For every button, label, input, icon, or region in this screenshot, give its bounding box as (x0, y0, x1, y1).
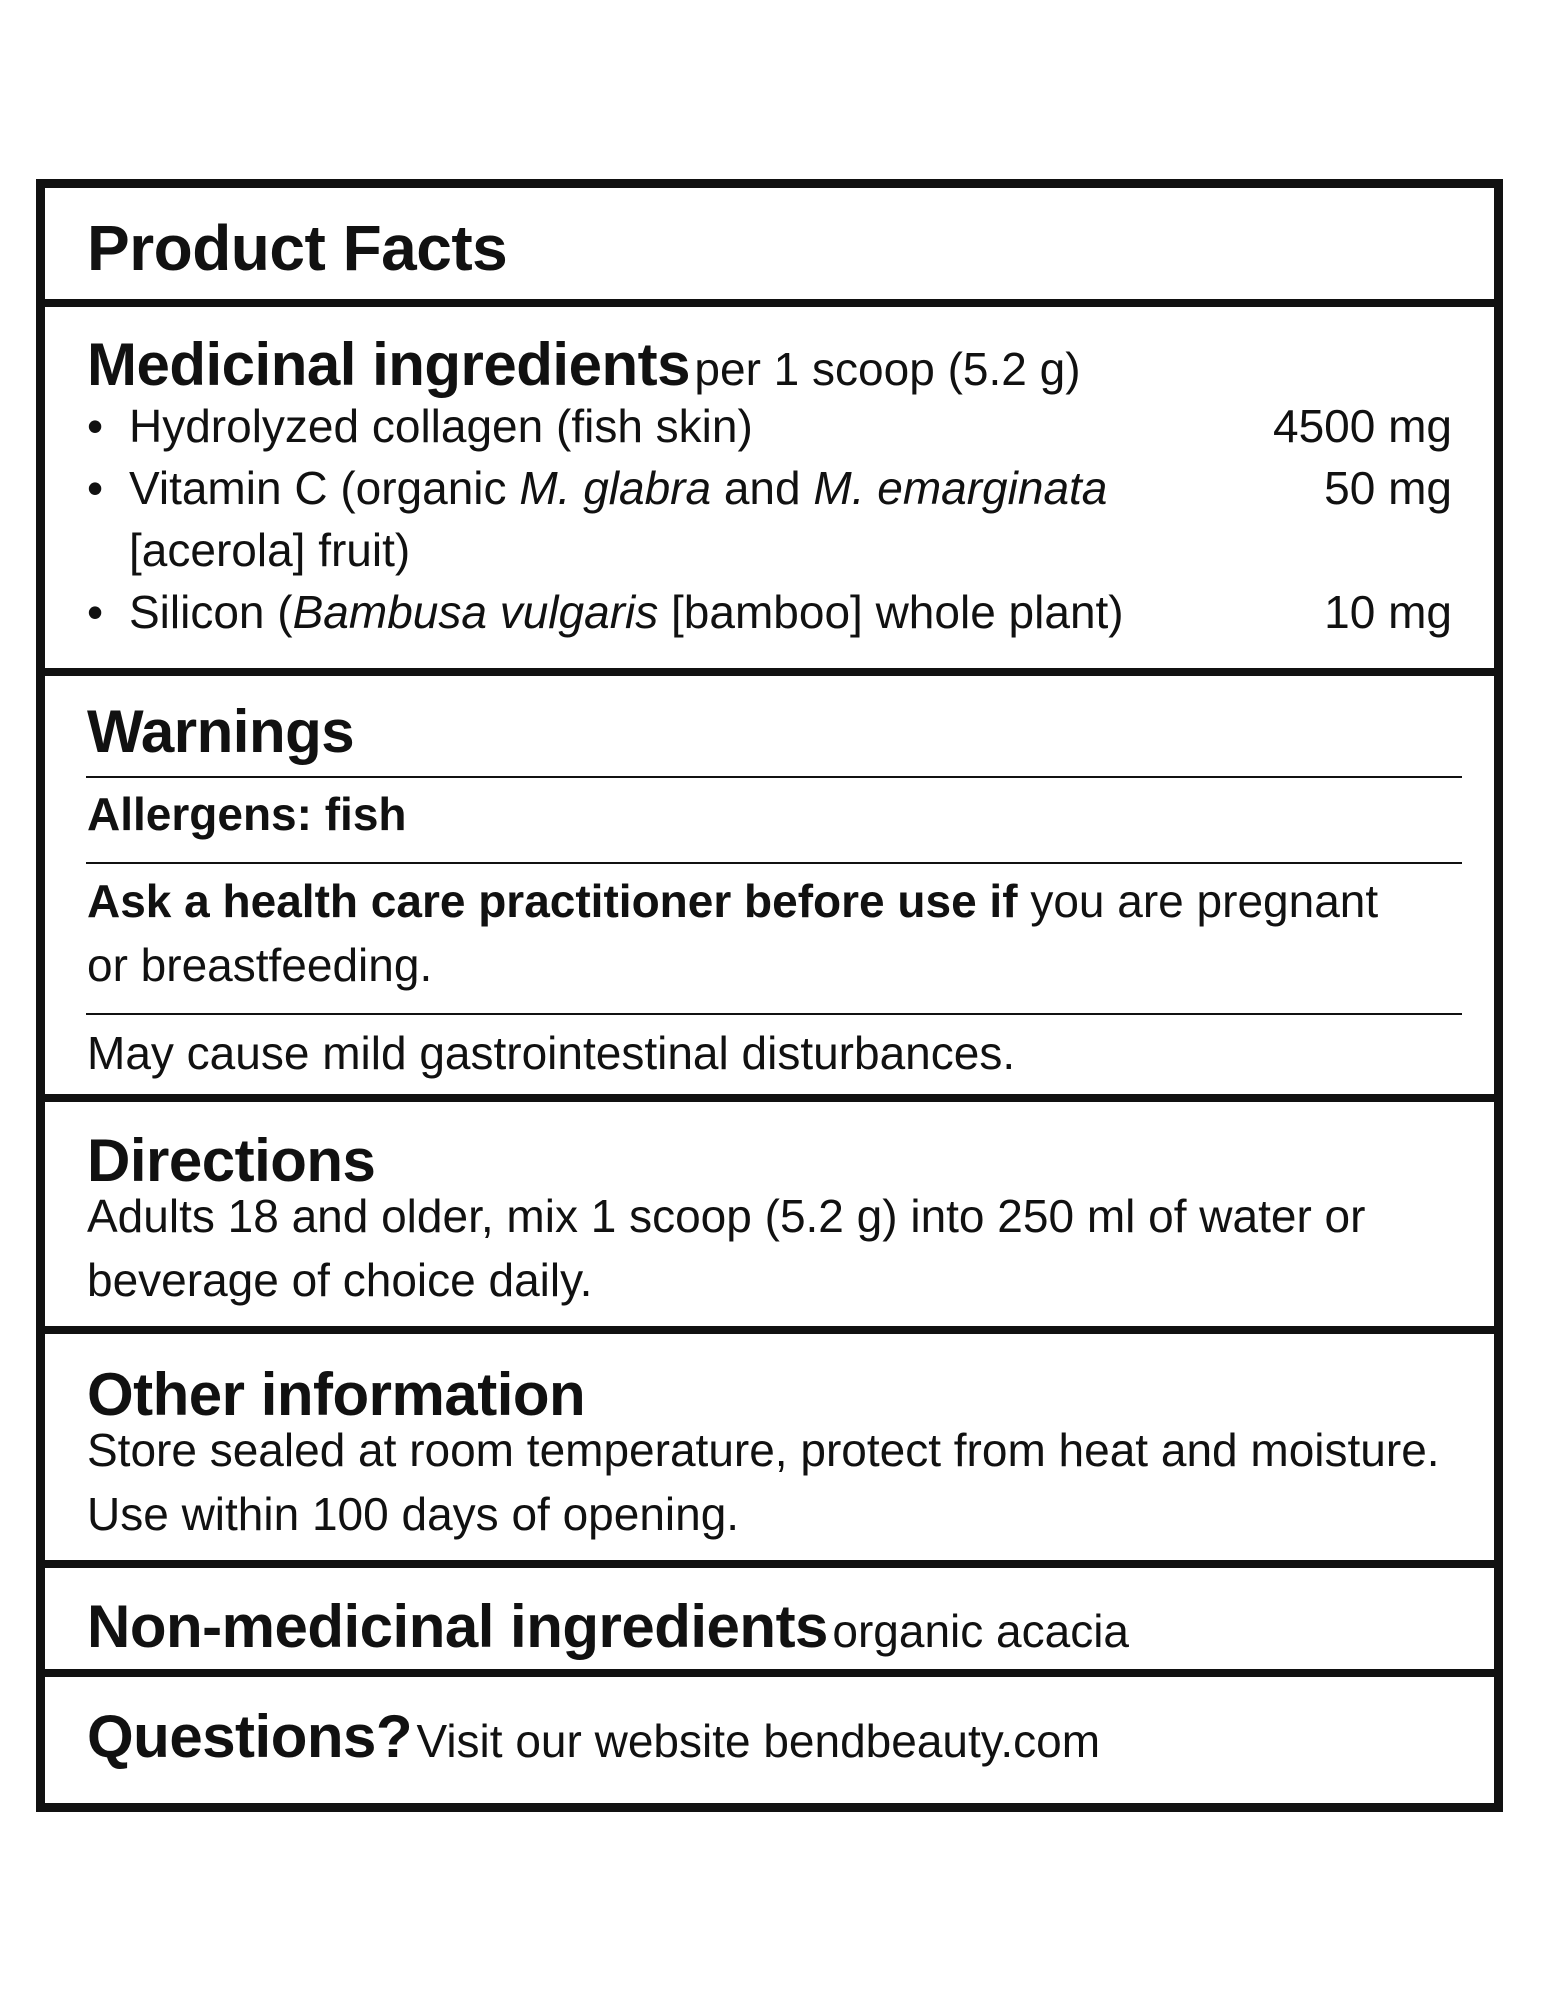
directions-heading: Directions (87, 1127, 376, 1194)
bullet-icon: • (87, 462, 104, 514)
directions-divider (45, 1326, 1494, 1334)
questions-text: Visit our website bendbeauty.com (416, 1715, 1101, 1767)
non-medicinal-line (87, 1593, 1130, 1660)
warnings-heading: Warnings (87, 698, 355, 765)
ingredient-amount: 50 mg (1324, 462, 1452, 514)
product-facts-panel (36, 179, 1503, 1812)
bullet-icon: • (87, 400, 104, 452)
ingredient-name: Silicon (Bambusa vulgaris [bamboo] whole plant) (129, 586, 1124, 638)
allergens-text: Allergens: fish (87, 788, 407, 840)
non-medicinal-text: organic acacia (832, 1605, 1130, 1657)
ingredient-name: Vitamin C (organic M. glabra and M. emarginata (129, 462, 1108, 514)
warnings-divider (45, 1094, 1494, 1102)
ingredient-name: Hydrolyzed collagen (fish skin) (129, 400, 753, 452)
medicinal-divider (45, 668, 1494, 676)
non-medicinal-divider (45, 1669, 1494, 1677)
side-effect-text: May cause mild gastrointestinal disturbances. (87, 1027, 1016, 1079)
per-serving: per 1 scoop (5.2 g) (694, 343, 1081, 395)
ask-practitioner-text: Ask a health care practitioner before use if you are pregnant or breastfeeding. (87, 875, 1379, 991)
product-facts-title: Product Facts (87, 212, 508, 284)
non-medicinal-heading: Non-medicinal ingredients (87, 1593, 828, 1660)
title-divider (45, 299, 1494, 307)
other-info-text: Store sealed at room temperature, protect from heat and moisture. Use within 100 days of opening. (87, 1424, 1440, 1540)
questions-heading: Questions? (87, 1703, 413, 1770)
ingredient-amount: 10 mg (1324, 586, 1452, 638)
medicinal-heading-line (87, 331, 1081, 398)
medicinal-heading: Medicinal ingredients (87, 331, 690, 398)
directions-text: Adults 18 and older, mix 1 scoop (5.2 g) into 250 ml of water or beverage of choice daily. (87, 1190, 1366, 1306)
questions-line (87, 1703, 1101, 1770)
warnings-thin-divider (86, 776, 1462, 778)
other-info-heading: Other information (87, 1361, 586, 1428)
bullet-icon: • (87, 586, 104, 638)
ingredient-amount: 4500 mg (1272, 400, 1452, 452)
allergens-thin-divider (86, 862, 1462, 864)
ask-thin-divider (86, 1013, 1462, 1015)
ingredient-name-continued: [acerola] fruit) (129, 524, 411, 576)
other-info-divider (45, 1560, 1494, 1568)
